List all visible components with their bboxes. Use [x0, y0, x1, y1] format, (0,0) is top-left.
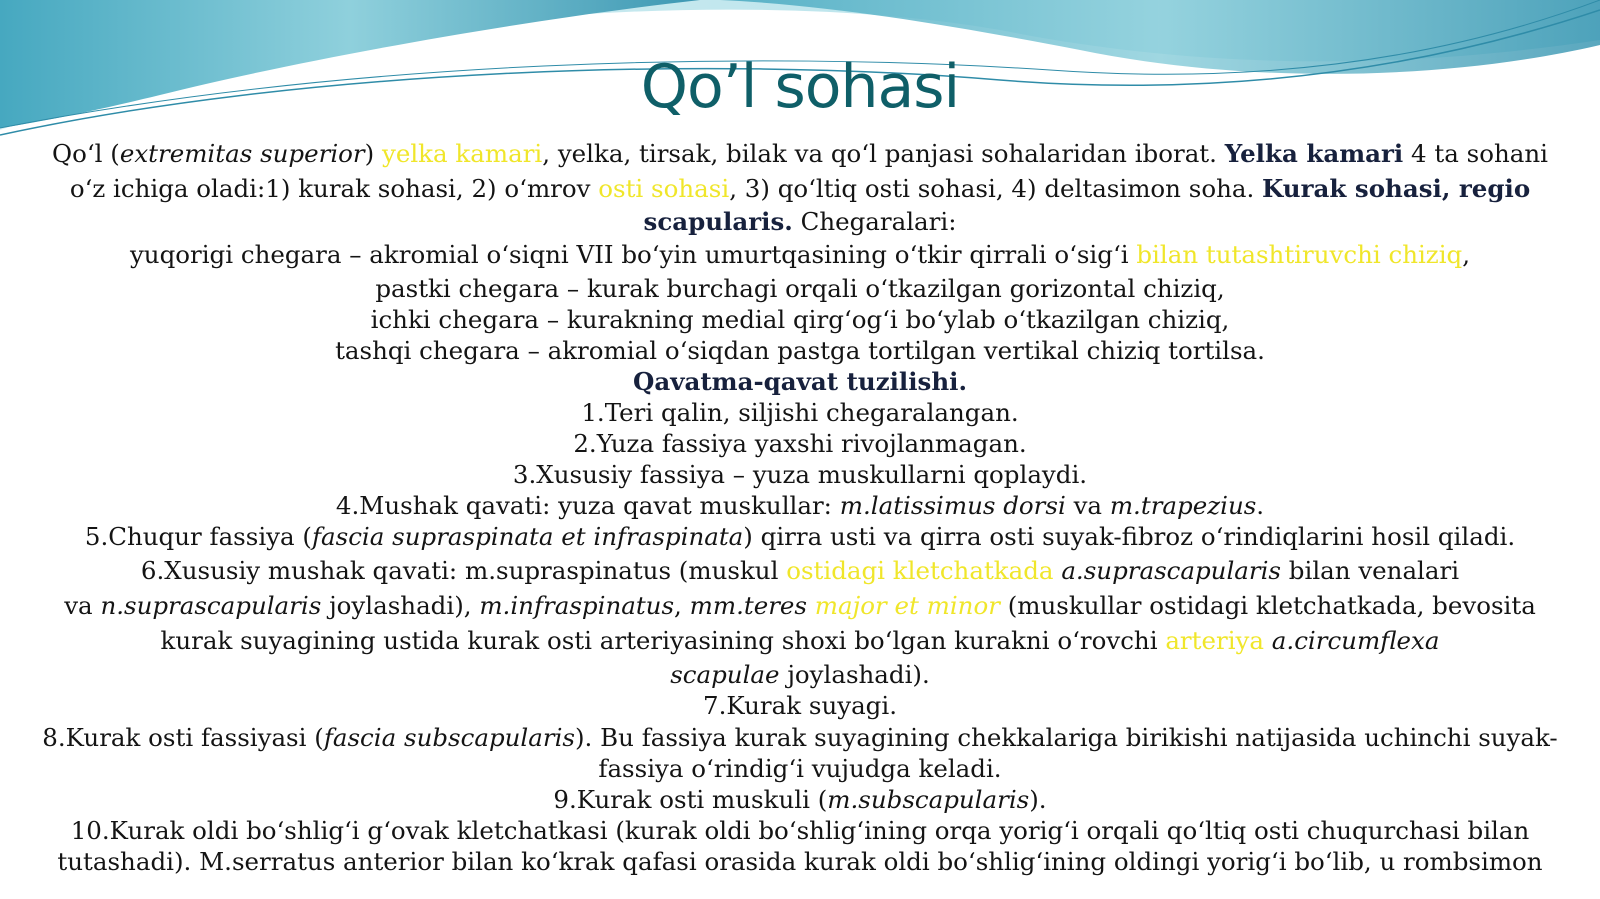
bold-text: scapularis. — [643, 207, 793, 236]
text-segment: yuqorigi chegara – akromial o‘siqni VII bo‘yin umurtqasining o‘tkir qirrali o‘sig‘i — [129, 240, 1137, 269]
text-segment: , — [1462, 240, 1471, 269]
text-segment: 5.Chuqur fassiya ( — [84, 522, 312, 551]
text-segment: 4 ta sohani — [1403, 139, 1548, 168]
text-segment — [1264, 626, 1272, 655]
text-segment: fassiya o‘rindig‘i vujudga keladi. — [598, 754, 1002, 783]
highlighted-text: major et minor — [814, 591, 1000, 620]
text-segment: 4.Mushak qavati: yuza qavat muskullar: — [335, 491, 840, 520]
highlighted-text: osti sohasi — [598, 174, 730, 203]
text-segment: 3.Xususiy fassiya – yuza muskullarni qoplaydi. — [512, 460, 1088, 489]
text-line — [0, 171, 1600, 206]
text-line — [0, 459, 1600, 490]
text-segment: kurak suyagining ustida kurak osti arteriyasining shoxi bo‘lgan kurakni o‘rovchi — [160, 626, 1166, 655]
text-segment: , yelka, tirsak, bilak va qo‘l panjasi sohalaridan iborat. — [542, 139, 1225, 168]
text-segment: va — [1065, 491, 1110, 520]
latin-term: n.suprascapularis — [100, 591, 322, 620]
text-line — [0, 815, 1600, 846]
text-line — [0, 237, 1600, 273]
text-line — [0, 521, 1600, 553]
latin-term: mm.teres — [689, 591, 807, 620]
highlighted-text: ostidagi kletchatkada — [786, 556, 1054, 585]
text-segment: ichki chegara – kurakning medial qirg‘og‘i bo‘ylab o‘tkazilgan chiziq, — [370, 305, 1230, 334]
slide-title: Qo’l sohasi — [640, 52, 960, 122]
bold-text: Yelka kamari — [1224, 139, 1404, 168]
text-segment: joylashadi). — [779, 660, 930, 689]
latin-term: a.suprascapularis — [1061, 556, 1282, 585]
text-line — [0, 553, 1600, 588]
text-segment: tutashadi). M.serratus anterior bilan ko‘krak qafasi orasida kurak oldi bo‘shlig‘ining oldingi yorig‘i bo‘lib, u rombsimon — [57, 847, 1543, 876]
text-segment: ) qirra usti va qirra osti suyak-fibroz o‘rindiqlarini hosil qiladi. — [743, 522, 1516, 551]
text-segment: 7.Kurak suyagi. — [703, 691, 897, 720]
text-line — [0, 428, 1600, 459]
text-line — [0, 490, 1600, 521]
text-segment: (muskullar ostidagi kletchatkada, bevosita — [999, 591, 1536, 620]
text-segment: . — [1256, 491, 1265, 520]
latin-term: m.infraspinatus — [479, 591, 675, 620]
text-line — [0, 753, 1600, 784]
slide-body — [0, 136, 1600, 877]
text-segment: 8.Kurak osti fassiyasi ( — [42, 723, 324, 752]
bold-text: Qavatma-qavat tuzilishi. — [633, 367, 967, 396]
latin-term: a.circumflexa — [1271, 626, 1440, 655]
highlighted-text: arteriya — [1165, 626, 1264, 655]
text-line — [0, 588, 1600, 623]
text-line — [0, 659, 1600, 690]
text-segment: ) — [364, 139, 382, 168]
text-line — [0, 784, 1600, 815]
text-segment: va — [64, 591, 101, 620]
latin-term: extremitas superior — [119, 139, 365, 168]
text-segment: Chegaralari: — [792, 207, 957, 236]
text-segment: , — [674, 591, 690, 620]
text-segment: tashqi chegara – akromial o‘siqdan pastga tortilgan vertikal chiziq tortilsa. — [335, 336, 1265, 365]
latin-term: m.trapezius — [1109, 491, 1257, 520]
text-segment: joylashadi), — [321, 591, 480, 620]
text-line — [0, 304, 1600, 335]
text-line — [0, 690, 1600, 722]
text-segment — [807, 591, 815, 620]
text-line — [0, 206, 1600, 237]
highlighted-text: yelka kamari — [381, 139, 543, 168]
text-segment: bilan venalari — [1281, 556, 1460, 585]
text-segment: 1.Teri qalin, siljishi chegaralangan. — [581, 398, 1019, 427]
text-line — [0, 335, 1600, 366]
text-line — [0, 722, 1600, 753]
text-line — [0, 846, 1600, 877]
bold-text: Kurak sohasi, regio — [1262, 174, 1531, 203]
text-segment: 6.Xususiy mushak qavati: m.supraspinatus (muskul — [140, 556, 787, 585]
text-segment: 9.Kurak osti muskuli ( — [553, 785, 828, 814]
text-segment: ). — [1029, 785, 1047, 814]
text-segment: 2.Yuza fassiya yaxshi rivojlanmagan. — [573, 429, 1027, 458]
text-line — [0, 136, 1600, 171]
text-line — [0, 366, 1600, 397]
latin-term: m.latissimus dorsi — [839, 491, 1066, 520]
latin-term: fascia supraspinata et infraspinata — [311, 522, 744, 551]
text-line — [0, 623, 1600, 659]
text-segment: ). Bu fassiya kurak suyagining chekkalariga birikishi natijasida uchinchi suyak- — [574, 723, 1558, 752]
latin-term: fascia subscapularis — [323, 723, 575, 752]
latin-term: m.subscapularis — [827, 785, 1030, 814]
text-segment: o‘z ichiga oladi:1) kurak sohasi, 2) o‘mrov — [69, 174, 599, 203]
latin-term: scapulae — [670, 660, 780, 689]
text-line — [0, 397, 1600, 428]
text-segment: 10.Kurak oldi bo‘shlig‘i g‘ovak kletchatkasi (kurak oldi bo‘shlig‘ining orqa yorig‘i orqali qo‘ltiq osti chuqurchasi bilan — [70, 816, 1530, 845]
text-segment: Qo‘l ( — [52, 139, 120, 168]
text-line — [0, 273, 1600, 304]
highlighted-text: bilan tutashtiruvchi chiziq — [1136, 240, 1463, 269]
text-segment: , 3) qo‘ltiq osti sohasi, 4) deltasimon soha. — [729, 174, 1263, 203]
text-segment: pastki chegara – kurak burchagi orqali o‘tkazilgan gorizontal chiziq, — [375, 274, 1225, 303]
